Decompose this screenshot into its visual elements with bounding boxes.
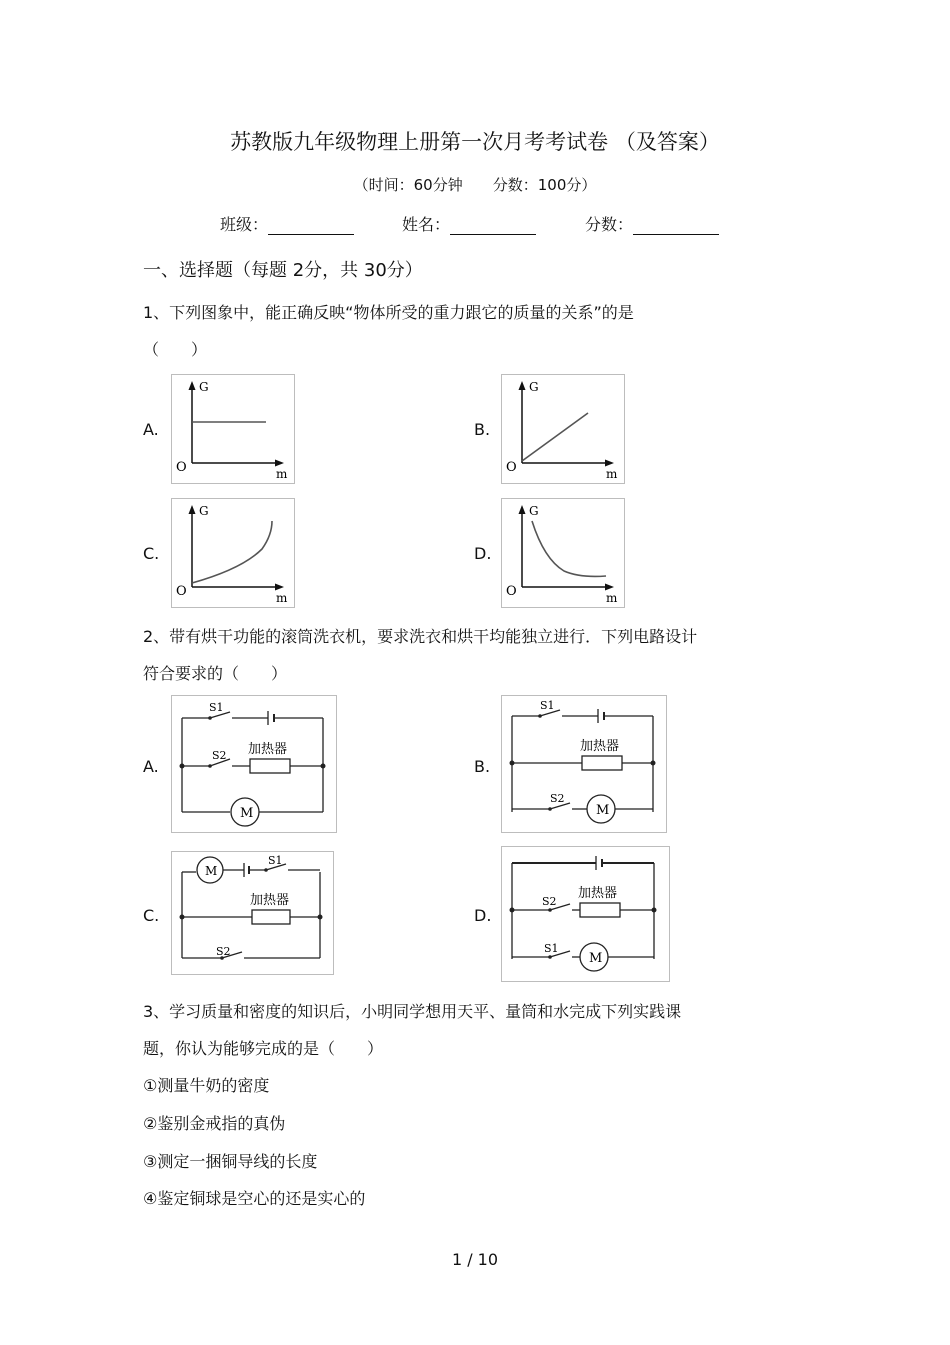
axis-m-label: m bbox=[606, 591, 618, 605]
q2-text-line2: 符合要求的（ ） bbox=[143, 664, 288, 683]
exam-meta: （时间：60分钟 分数：100分） bbox=[353, 176, 597, 194]
axis-m-label: m bbox=[276, 467, 288, 481]
q1-text-line1: 1、下列图象中，能正确反映“物体所受的重力跟它的质量的关系”的是 bbox=[143, 303, 634, 322]
q1-graph-d bbox=[501, 498, 625, 608]
q2-circuit-b bbox=[501, 695, 667, 833]
q2-option-b-label: B. bbox=[474, 757, 491, 776]
switch-s1-label: S1 bbox=[268, 854, 283, 867]
axis-m-label: m bbox=[606, 467, 618, 481]
q2-circuit-a bbox=[171, 695, 337, 833]
motor-label: M bbox=[205, 864, 218, 878]
page-title: 苏教版九年级物理上册第一次月考考试卷 （及答案） bbox=[230, 130, 720, 154]
switch-s1-label: S1 bbox=[209, 701, 224, 714]
axis-g-label: G bbox=[529, 504, 539, 518]
origin-label: O bbox=[506, 584, 517, 599]
q1-graph-a bbox=[171, 374, 295, 484]
q3-item-2: ②鉴别金戒指的真伪 bbox=[143, 1114, 286, 1133]
motor-label: M bbox=[596, 803, 610, 818]
q1-option-b-label: B. bbox=[474, 420, 491, 439]
name-blank bbox=[450, 218, 536, 235]
q2-option-a-label: A. bbox=[143, 757, 159, 776]
q1-graph-b bbox=[501, 374, 625, 484]
heater-label: 加热器 bbox=[250, 893, 290, 908]
q2-circuit-d bbox=[501, 846, 670, 982]
motor-label: M bbox=[589, 951, 603, 966]
q3-item-1: ①测量牛奶的密度 bbox=[143, 1076, 270, 1095]
motor-label: M bbox=[240, 806, 254, 821]
q1-option-a-label: A. bbox=[143, 420, 159, 439]
page-number: 1 / 10 bbox=[451, 1250, 499, 1269]
origin-label: O bbox=[176, 460, 187, 475]
score-field bbox=[585, 212, 719, 235]
name-label: 姓名： bbox=[402, 215, 451, 234]
axis-g-label: G bbox=[199, 380, 209, 394]
q2-option-d-label: D. bbox=[474, 906, 492, 925]
switch-s2-label: S2 bbox=[212, 749, 227, 762]
class-blank bbox=[268, 218, 354, 235]
axis-g-label: G bbox=[199, 504, 209, 518]
origin-label: O bbox=[176, 584, 187, 599]
q2-option-c-label: C. bbox=[143, 906, 160, 925]
graph-b-curve bbox=[522, 413, 588, 461]
heater-label: 加热器 bbox=[578, 886, 618, 901]
q3-text-line1: 3、学习质量和密度的知识后，小明同学想用天平、量筒和水完成下列实践课 bbox=[143, 1002, 682, 1021]
graph-c-curve bbox=[192, 521, 272, 583]
q2-circuit-c bbox=[171, 851, 334, 975]
q2-text-line1: 2、带有烘干功能的滚筒洗衣机，要求洗衣和烘干均能独立进行．下列电路设计 bbox=[143, 627, 698, 646]
switch-s1-label: S1 bbox=[544, 942, 559, 955]
q1-graph-c bbox=[171, 498, 295, 608]
q3-item-3: ③测定一捆铜导线的长度 bbox=[143, 1152, 318, 1171]
heater-label: 加热器 bbox=[580, 739, 620, 754]
origin-label: O bbox=[506, 460, 517, 475]
switch-s2-label: S2 bbox=[216, 945, 231, 958]
switch-s1-label: S1 bbox=[540, 699, 555, 712]
q3-item-4: ④鉴定铜球是空心的还是实心的 bbox=[143, 1189, 366, 1208]
name-field bbox=[402, 212, 536, 235]
score-label: 分数： bbox=[585, 215, 634, 234]
q1-text-line2: （ ） bbox=[143, 340, 208, 359]
axis-g-label: G bbox=[529, 380, 539, 394]
heater-label: 加热器 bbox=[248, 742, 288, 757]
section-heading: 一、选择题（每题 2分，共 30分） bbox=[143, 260, 423, 281]
class-field bbox=[220, 212, 354, 235]
q1-option-c-label: C. bbox=[143, 544, 160, 563]
score-blank bbox=[633, 218, 719, 235]
switch-s2-label: S2 bbox=[550, 792, 565, 805]
q1-option-d-label: D. bbox=[474, 544, 492, 563]
graph-d-curve bbox=[532, 521, 606, 576]
axis-m-label: m bbox=[276, 591, 288, 605]
class-label: 班级： bbox=[220, 215, 269, 234]
q3-text-line2: 题，你认为能够完成的是（ ） bbox=[143, 1039, 384, 1058]
switch-s2-label: S2 bbox=[542, 895, 557, 908]
